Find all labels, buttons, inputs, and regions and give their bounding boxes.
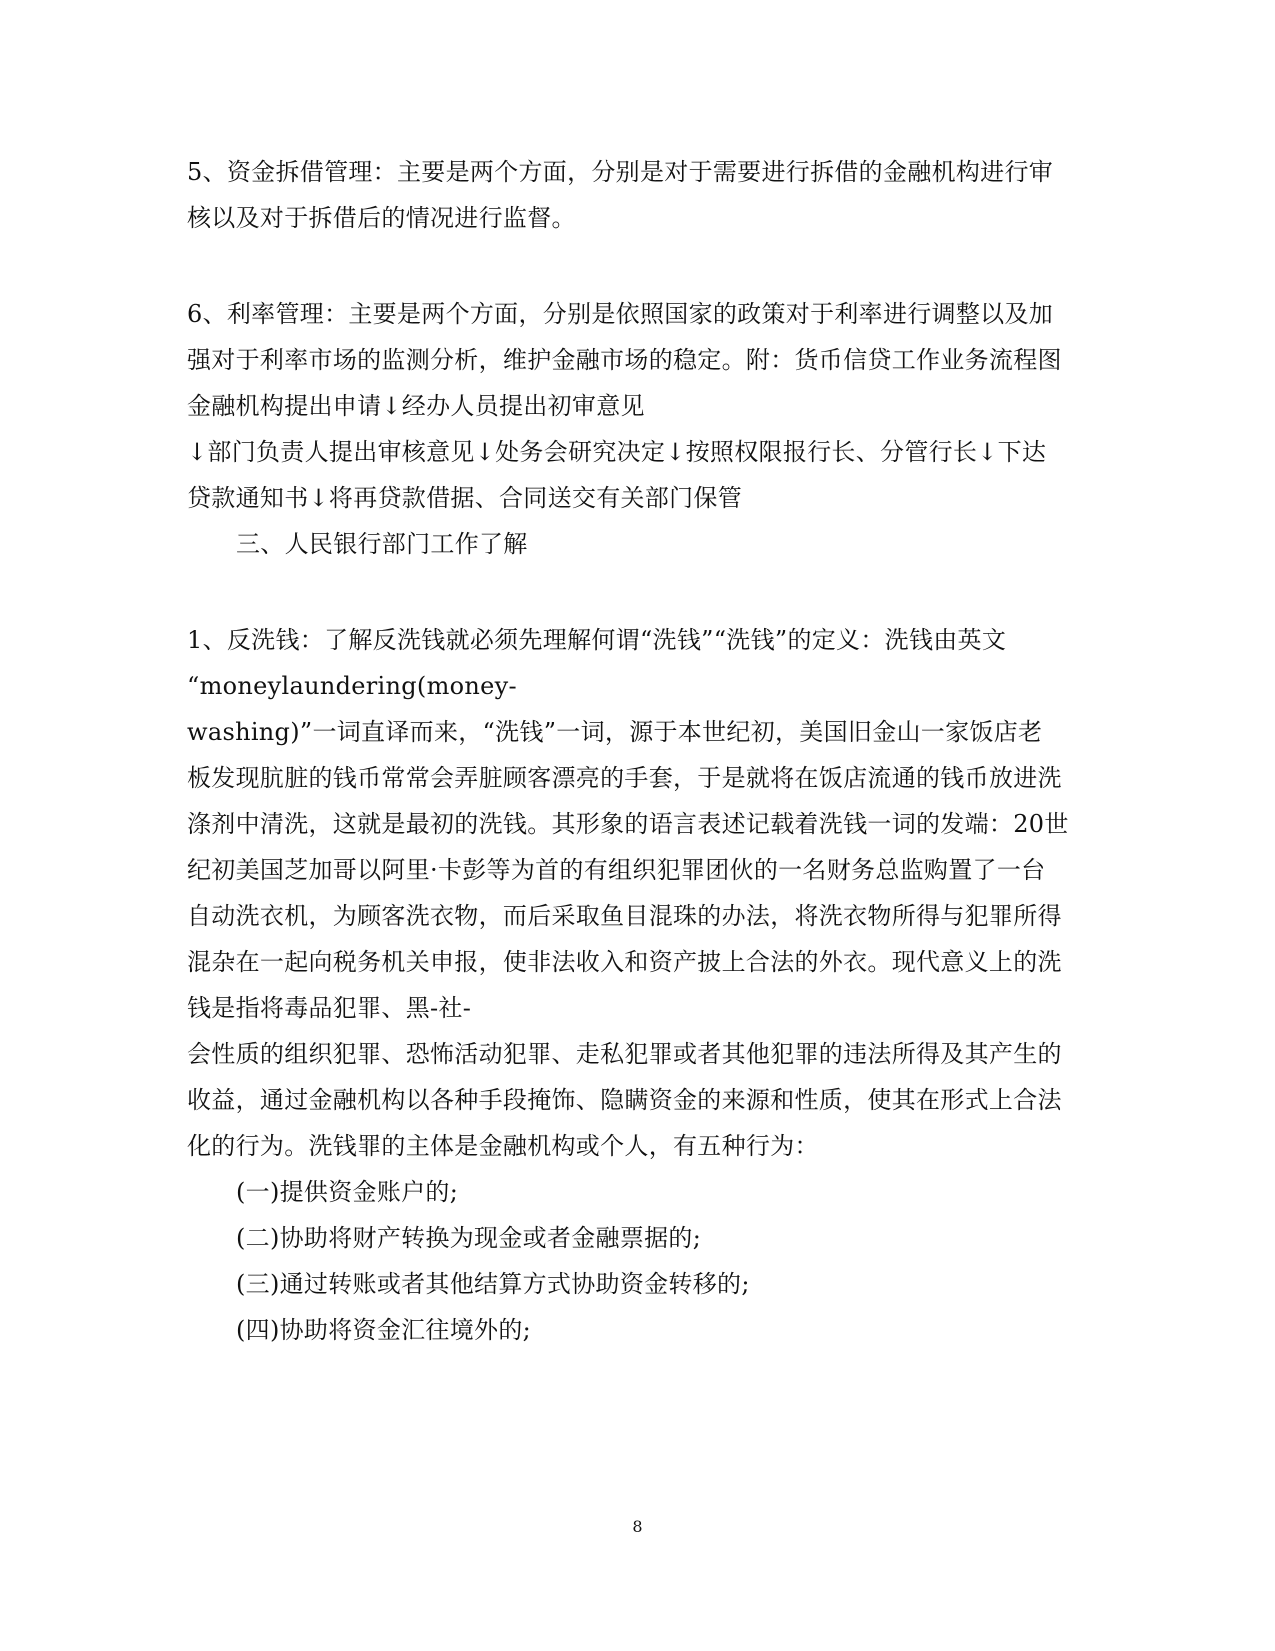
text-line: 会性质的组织犯罪、恐怖活动犯罪、走私犯罪或者其他犯罪的违法所得及其产生的 xyxy=(187,1040,1062,1068)
section-heading: 三、人民银行部门工作了解 xyxy=(236,530,528,558)
text-line: 金融机构提出申请↓经办人员提出初审意见 xyxy=(187,392,645,420)
text-line: 化的行为。洗钱罪的主体是金融机构或个人，有五种行为： xyxy=(187,1132,819,1160)
list-item: (四)协助将资金汇往境外的; xyxy=(236,1316,532,1344)
text-line: 自动洗衣机，为顾客洗衣物，而后采取鱼目混珠的办法，将洗衣物所得与犯罪所得 xyxy=(187,902,1062,930)
list-item: (三)通过转账或者其他结算方式协助资金转移的; xyxy=(236,1270,750,1298)
text-line: 6、利率管理：主要是两个方面，分别是依照国家的政策对于利率进行调整以及加 xyxy=(187,300,1054,328)
page-number: 8 xyxy=(632,1517,643,1536)
text-line: 混杂在一起向税务机关申报，使非法收入和资产披上合法的外衣。现代意义上的洗 xyxy=(187,948,1062,976)
text-line: ↓部门负责人提出审核意见↓处务会研究决定↓按照权限报行长、分管行长↓下达 xyxy=(187,438,1047,466)
text-line: washing)”一词直译而来，“洗钱”一词，源于本世纪初，美国旧金山一家饭店老 xyxy=(187,718,1043,746)
list-item: (一)提供资金账户的; xyxy=(236,1178,459,1206)
text-line: 1、反洗钱：了解反洗钱就必须先理解何谓“洗钱”“洗钱”的定义：洗钱由英文 xyxy=(187,626,1007,654)
text-line: 贷款通知书↓将再贷款借据、合同送交有关部门保管 xyxy=(187,484,743,512)
text-line: 收益，通过金融机构以各种手段掩饰、隐瞒资金的来源和性质，使其在形式上合法 xyxy=(187,1086,1062,1114)
text-line: 核以及对于拆借后的情况进行监督。 xyxy=(187,204,576,232)
text-line: 强对于利率市场的监测分析，维护金融市场的稳定。附：货币信贷工作业务流程图 xyxy=(187,346,1062,374)
list-item: (二)协助将财产转换为现金或者金融票据的; xyxy=(236,1224,702,1252)
text-line: 钱是指将毒品犯罪、黑-社- xyxy=(187,994,472,1022)
text-line: 涤剂中清洗，这就是最初的洗钱。其形象的语言表述记载着洗钱一词的发端：20世 xyxy=(187,810,1069,838)
text-line: 纪初美国芝加哥以阿里·卡彭等为首的有组织犯罪团伙的一名财务总监购置了一台 xyxy=(187,856,1046,884)
text-line: “moneylaundering(money- xyxy=(187,672,517,700)
text-line: 5、资金拆借管理：主要是两个方面，分别是对于需要进行拆借的金融机构进行审 xyxy=(187,158,1054,186)
text-line: 板发现肮脏的钱币常常会弄脏顾客漂亮的手套，于是就将在饭店流通的钱币放进洗 xyxy=(187,764,1062,792)
